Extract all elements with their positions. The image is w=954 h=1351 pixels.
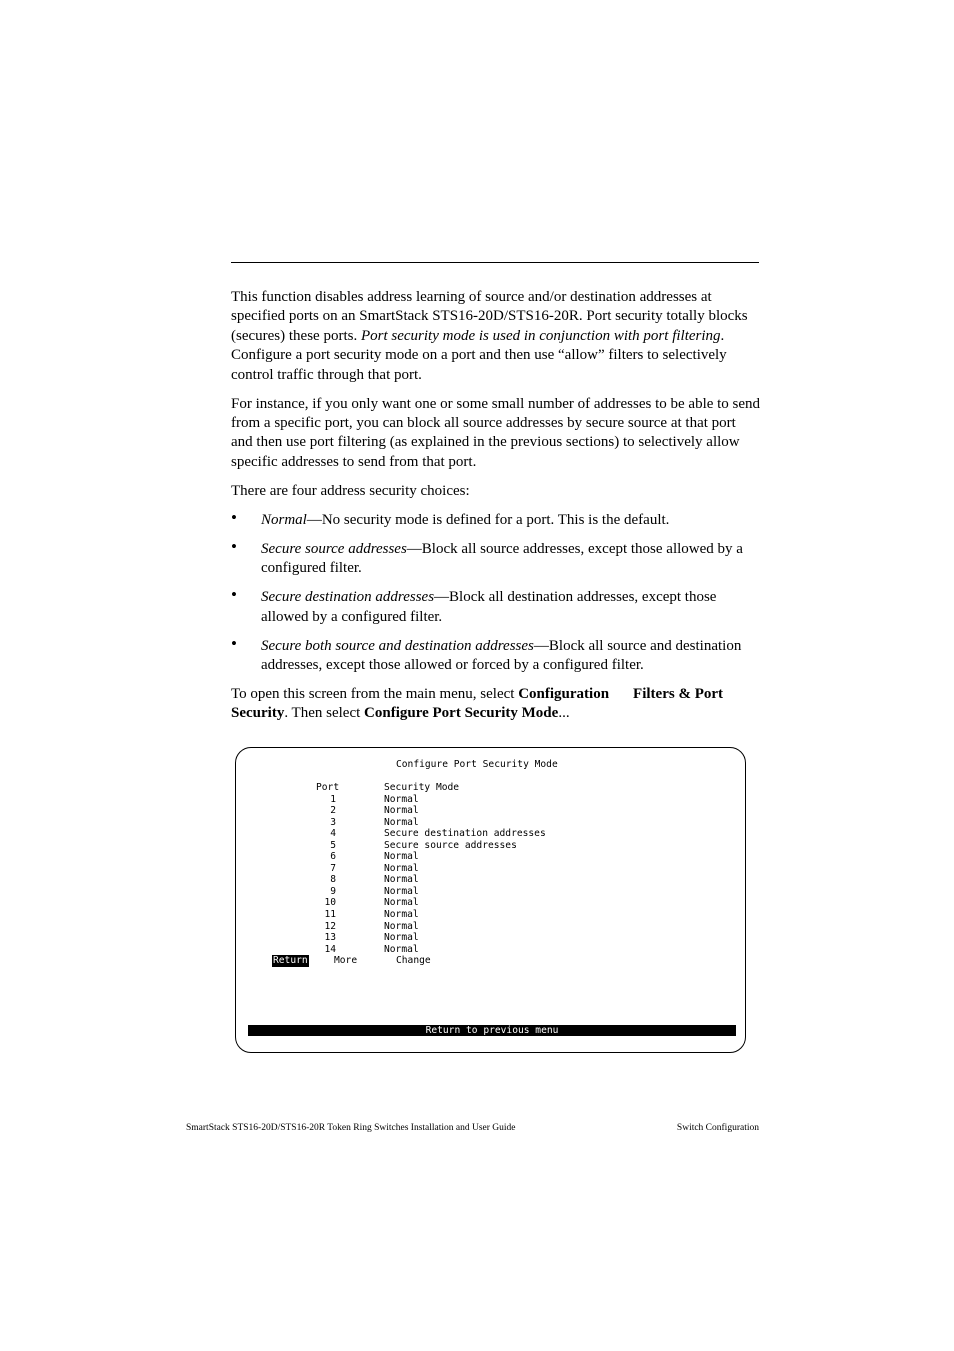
table-row[interactable] bbox=[236, 909, 745, 921]
security-mode-value: Normal bbox=[384, 851, 419, 863]
body-text bbox=[231, 288, 761, 733]
port-table bbox=[236, 794, 745, 956]
security-mode-value: Normal bbox=[384, 862, 419, 874]
list-item bbox=[231, 536, 761, 579]
table-row[interactable] bbox=[236, 840, 745, 852]
paragraph-example: For instance, if you only want one or some small number of addresses to be able to send from a specific port, you can block all source addresses by secure source at that port and then use port filtering (as explained in the previous sections) to selectively allow specific addresses to send from that port. bbox=[231, 395, 761, 470]
choice-term: Secure source addresses bbox=[261, 540, 407, 557]
footer-document-title: SmartStack STS16-20D/STS16-20R Token Ring Switches Installation and User Guide bbox=[186, 1123, 516, 1133]
nav-security: Security bbox=[231, 705, 285, 722]
table-row[interactable] bbox=[236, 897, 745, 909]
nav-then-text: . Then select bbox=[284, 705, 365, 722]
column-header-security-mode: Security Mode bbox=[384, 782, 460, 793]
choice-description: —Block all source and destination addresses, except those allowed or forced by a configured filter. bbox=[261, 637, 742, 674]
port-number: 13 bbox=[324, 932, 336, 944]
table-row[interactable] bbox=[236, 874, 745, 886]
security-mode-value: Normal bbox=[384, 816, 419, 828]
table-row[interactable] bbox=[236, 932, 745, 944]
choice-description: —Block all source addresses, except those allowed by a configured filter. bbox=[261, 540, 743, 577]
paragraph-intro bbox=[231, 288, 761, 385]
port-number: 11 bbox=[324, 908, 336, 920]
nav-filters: Filters & Port bbox=[633, 686, 724, 703]
port-number: 6 bbox=[330, 851, 336, 863]
security-mode-value: Normal bbox=[384, 943, 419, 955]
choice-description: —No security mode is defined for a port. This is the default. bbox=[306, 511, 670, 528]
terminal-title: Configure Port Security Mode bbox=[396, 759, 558, 770]
footer-section-name: Switch Configuration bbox=[676, 1123, 759, 1133]
port-number: 14 bbox=[324, 943, 336, 955]
security-mode-value: Normal bbox=[384, 805, 419, 817]
port-number: 3 bbox=[330, 816, 336, 828]
port-number: 9 bbox=[330, 885, 336, 897]
table-row[interactable] bbox=[236, 805, 745, 817]
intro-text-end: . Configure a port security mode on a port and then use “allow” filters to selectively control traffic through that port. bbox=[231, 327, 727, 383]
security-mode-value: Secure destination addresses bbox=[384, 828, 546, 840]
bullet-icon: • bbox=[231, 585, 237, 605]
bullet-icon: • bbox=[231, 536, 237, 556]
table-row[interactable] bbox=[236, 863, 745, 875]
column-header-port: Port bbox=[316, 782, 340, 793]
port-number: 1 bbox=[330, 793, 336, 805]
nav-configuration: Configuration bbox=[518, 686, 610, 703]
list-item bbox=[231, 507, 761, 530]
bullet-icon: • bbox=[231, 507, 237, 527]
intro-italic-text: Port security mode is used in conjunction with port filtering bbox=[360, 327, 721, 344]
choice-term: Normal bbox=[261, 511, 307, 528]
table-row[interactable] bbox=[236, 921, 745, 933]
table-row[interactable] bbox=[236, 794, 745, 806]
port-number: 7 bbox=[330, 862, 336, 874]
change-button[interactable]: Change bbox=[396, 955, 431, 966]
table-row[interactable] bbox=[236, 944, 745, 956]
security-mode-value: Normal bbox=[384, 932, 419, 944]
security-mode-value: Normal bbox=[384, 897, 419, 909]
nav-menu-item: Configure Port Security Mode bbox=[364, 705, 559, 722]
port-number: 2 bbox=[330, 805, 336, 817]
security-mode-value: Normal bbox=[384, 793, 419, 805]
port-number: 4 bbox=[330, 828, 336, 840]
security-choices-list bbox=[231, 507, 761, 676]
terminal-action-bar bbox=[272, 955, 572, 967]
choice-term: Secure both source and destination addresses bbox=[261, 637, 534, 654]
nav-intro-text: To open this screen from the main menu, select bbox=[231, 686, 519, 703]
terminal-screen bbox=[235, 747, 746, 1053]
nav-ellipsis: ... bbox=[558, 705, 570, 722]
table-row[interactable] bbox=[236, 828, 745, 840]
port-number: 8 bbox=[330, 874, 336, 886]
list-item bbox=[231, 585, 761, 627]
table-row[interactable] bbox=[236, 851, 745, 863]
security-mode-value: Normal bbox=[384, 874, 419, 886]
security-mode-value: Normal bbox=[384, 885, 419, 897]
return-button[interactable]: Return bbox=[273, 955, 308, 966]
port-number: 5 bbox=[330, 839, 336, 851]
table-row[interactable] bbox=[236, 817, 745, 829]
choice-term: Secure destination addresses bbox=[261, 589, 435, 606]
paragraph-choices: There are four address security choices: bbox=[231, 482, 470, 499]
list-item bbox=[231, 633, 761, 676]
security-mode-value: Normal bbox=[384, 920, 419, 932]
status-bar: Return to previous menu bbox=[248, 1025, 736, 1036]
security-mode-value: Secure source addresses bbox=[384, 839, 517, 851]
paragraph-navigation bbox=[231, 685, 761, 724]
port-number: 10 bbox=[324, 897, 336, 909]
header-rule bbox=[231, 262, 759, 263]
port-number: 12 bbox=[324, 920, 336, 932]
bullet-icon: • bbox=[231, 633, 237, 653]
intro-text: This function disables address learning of source and/or destination addresses at specified ports on an SmartStack STS16-20D/STS16-20R. Port security totally blocks (secures) these ports. bbox=[231, 289, 748, 344]
table-row[interactable] bbox=[236, 886, 745, 898]
choice-description: —Block all destination addresses, except those allowed by a configured filter. bbox=[261, 589, 717, 625]
more-button[interactable]: More bbox=[334, 955, 358, 966]
security-mode-value: Normal bbox=[384, 908, 419, 920]
